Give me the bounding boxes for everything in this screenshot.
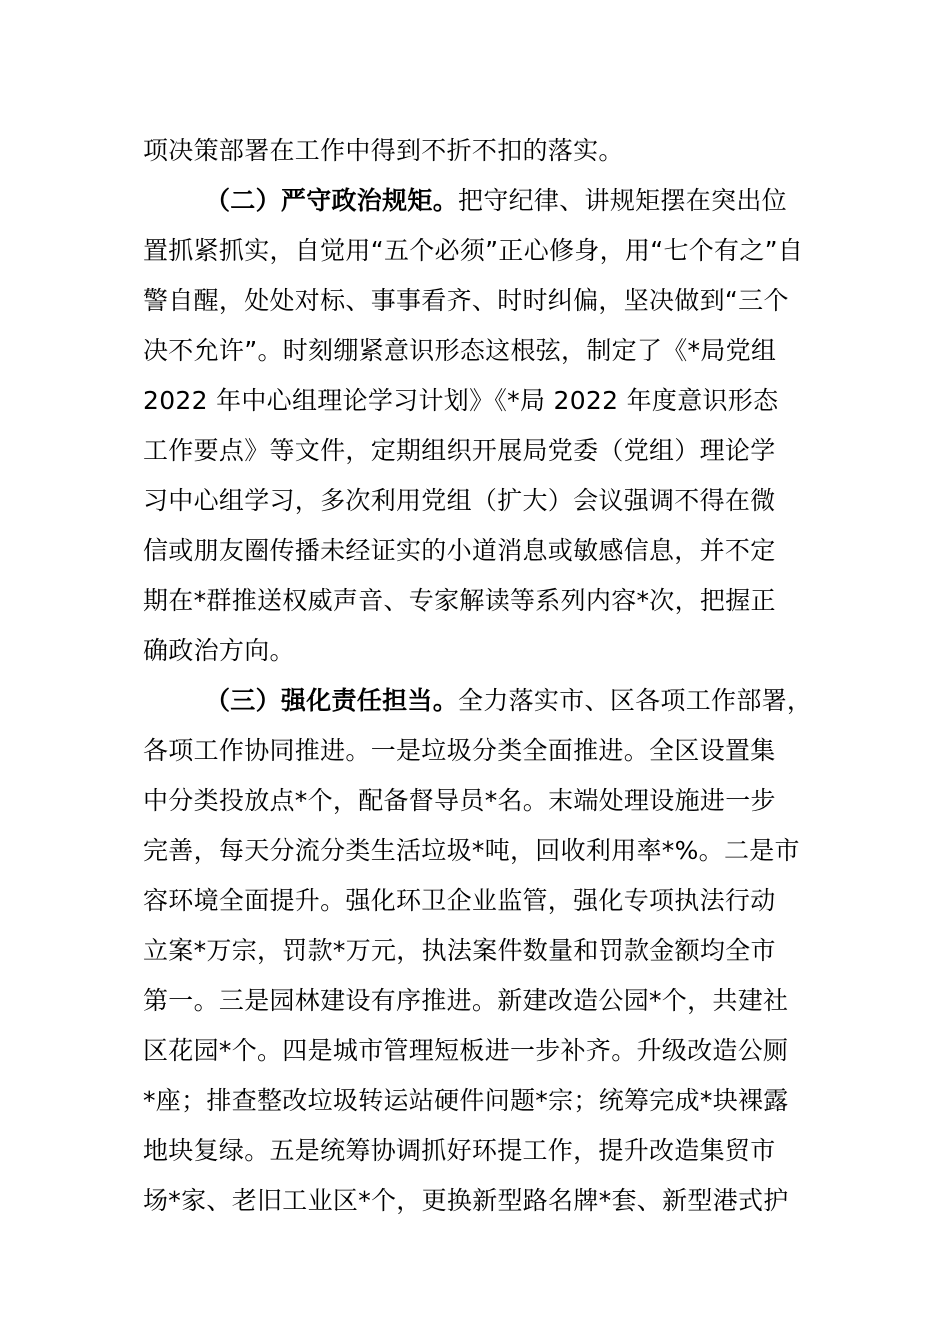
text-line: 场*家、老旧工业区*个，更换新型路名牌*套、新型港式护 [143, 1186, 789, 1215]
text-line: 置抓紧抓实，自觉用“五个必须”正心修身，用“七个有之”自 [143, 236, 804, 265]
paragraph-section-2-start [143, 176, 843, 226]
text-line: 2022 年中心组理论学习计划》《*局 2022 年度意识形态 [143, 386, 779, 415]
paragraph-section-3-start [143, 676, 843, 726]
text-line: 各项工作协同推进。一是垃圾分类全面推进。全区设置集 [143, 736, 776, 765]
section-heading-3: （三）强化责任担当。 [205, 686, 459, 715]
section-heading-2: （二）严守政治规矩。 [205, 186, 459, 215]
text-line: 区花园*个。四是城市管理短板进一步补齐。升级改造公厕 [143, 1036, 789, 1065]
text-line: 工作要点》等文件，定期组织开展局党委（党组）理论学 [143, 436, 776, 465]
text-line: 确政治方向。 [143, 636, 295, 665]
text-line: 信或朋友圈传播未经证实的小道消息或敏感信息，并不定 [143, 536, 776, 565]
text-line: 期在*群推送权威声音、专家解读等系列内容*次，把握正 [143, 586, 776, 615]
text-line: 地块复绿。五是统筹协调抓好环提工作，提升改造集贸市 [143, 1136, 776, 1165]
text-line: 立案*万宗，罚款*万元，执法案件数量和罚款金额均全市 [143, 936, 776, 965]
text-line: 习中心组学习，多次利用党组（扩大）会议强调不得在微 [143, 486, 776, 515]
text-line: 警自醒，处处对标、事事看齐、时时纠偏，坚决做到“三个 [143, 286, 789, 315]
text-line: *座；排查整改垃圾转运站硬件问题*宗；统筹完成*块裸露 [143, 1086, 789, 1115]
text-line: 完善，每天分流分类生活垃圾*吨，回收利用率*%。二是市 [143, 836, 800, 865]
text-line: 把守纪律、讲规矩摆在突出位 [458, 186, 787, 215]
text-line: 决不允许”。时刻绷紧意识形态这根弦，制定了《*局党组 [143, 336, 777, 365]
document-body [143, 126, 843, 1226]
text-line: 全力落实市、区各项工作部署， [458, 686, 813, 715]
text-line: 容环境全面提升。强化环卫企业监管，强化专项执法行动 [143, 886, 776, 915]
text-line: 项决策部署在工作中得到不折不扣的落实。 [143, 136, 624, 165]
text-line: 第一。三是园林建设有序推进。新建改造公园*个，共建社 [143, 986, 789, 1015]
text-line: 中分类投放点*个，配备督导员*名。末端处理设施进一步 [143, 786, 776, 815]
